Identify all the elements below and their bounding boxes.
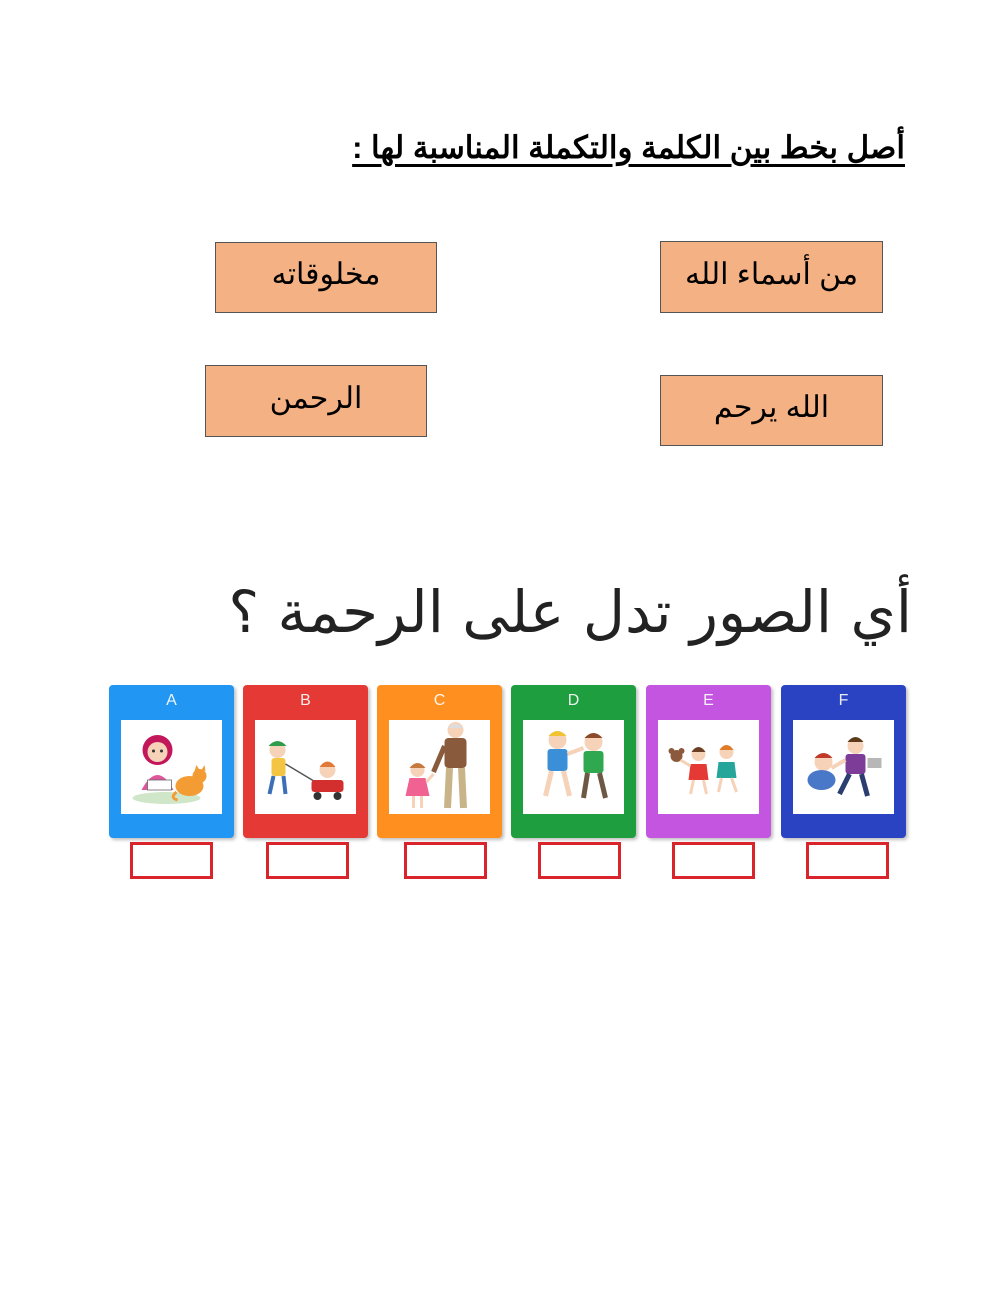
girl-reading-with-cat-illustration <box>121 720 222 814</box>
card-picture <box>389 720 490 814</box>
boys-fighting-illustration <box>523 720 624 814</box>
question-title: أي الصور تدل على الرحمة ؟ <box>228 578 912 646</box>
picture-card-b[interactable] <box>243 685 368 838</box>
picture-card-c[interactable] <box>377 685 502 838</box>
answer-box-d[interactable] <box>538 842 621 879</box>
match-box-label: الله يرحم <box>713 391 830 424</box>
card-picture <box>121 720 222 814</box>
card-picture <box>523 720 624 814</box>
card-picture <box>658 720 759 814</box>
girls-pulling-teddy-bear-illustration <box>658 720 759 814</box>
match-box-label: من أسماء الله <box>684 257 859 291</box>
picture-card-e[interactable] <box>646 685 771 838</box>
card-letter: C <box>433 692 446 709</box>
picture-card-a[interactable] <box>109 685 234 838</box>
match-box-right-2[interactable] <box>660 375 883 446</box>
grandfather-holding-girl-hand-illustration <box>389 720 490 814</box>
answer-box-e[interactable] <box>672 842 755 879</box>
picture-card-d[interactable] <box>511 685 636 838</box>
boy-pulling-wagon-illustration <box>255 720 356 814</box>
match-box-right-1[interactable] <box>660 241 883 313</box>
match-box-label: مخلوقاته <box>271 258 381 291</box>
card-letter: F <box>838 692 849 709</box>
card-letter: E <box>703 692 714 709</box>
match-box-left-1[interactable] <box>215 242 437 313</box>
instruction-title: أصل بخط بين الكلمة والتكملة المناسبة لها : <box>352 130 905 165</box>
card-letter: A <box>166 692 177 709</box>
card-letter: B <box>300 692 311 709</box>
answer-box-f[interactable] <box>806 842 889 879</box>
card-picture <box>255 720 356 814</box>
match-box-label: الرحمن <box>269 381 363 415</box>
answer-box-b[interactable] <box>266 842 349 879</box>
children-fighting-illustration <box>793 720 894 814</box>
match-box-left-2[interactable] <box>205 365 427 437</box>
card-letter: D <box>567 692 580 709</box>
picture-card-f[interactable] <box>781 685 906 838</box>
answer-box-c[interactable] <box>404 842 487 879</box>
card-picture <box>793 720 894 814</box>
answer-box-a[interactable] <box>130 842 213 879</box>
